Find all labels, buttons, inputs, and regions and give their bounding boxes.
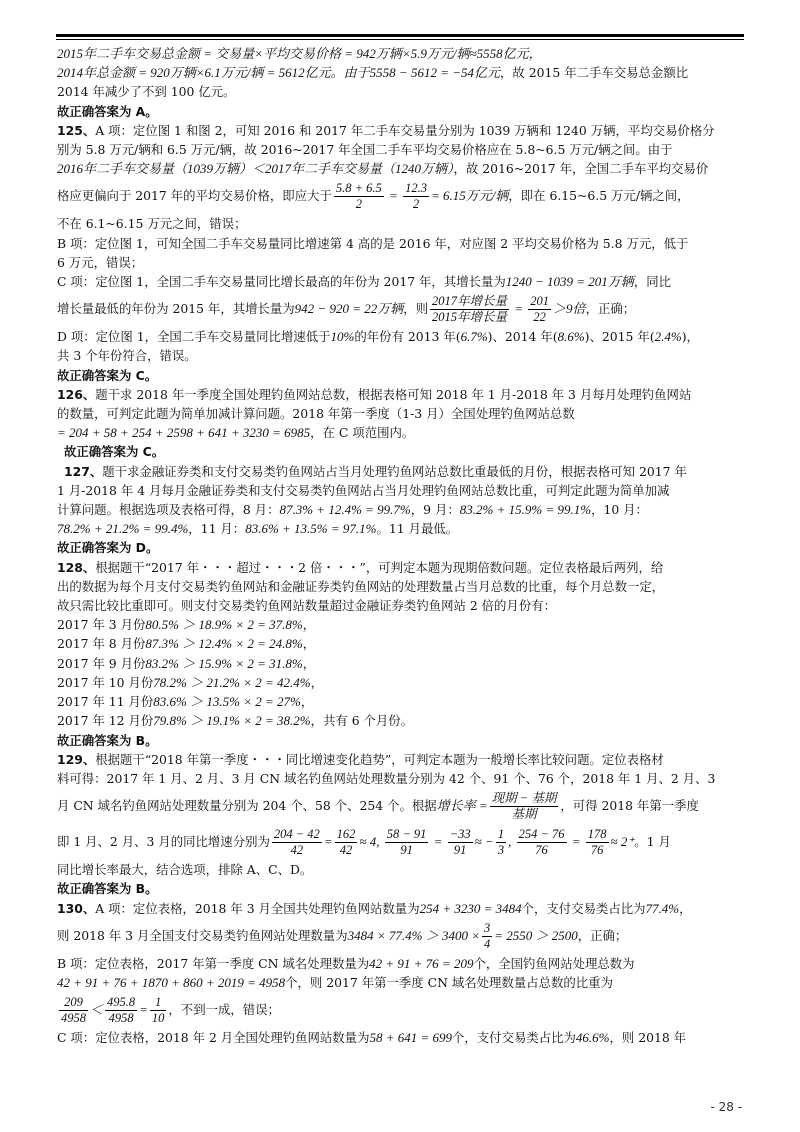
fraction: $\frac{178}{76}$ (587, 827, 607, 858)
answer-128: 故正确答案为 B。 (57, 732, 158, 748)
answer-124: 故正确答案为 A。 (57, 103, 158, 119)
fraction: $\frac{1}{3}$ (497, 827, 505, 858)
header-rule-thick (56, 34, 744, 37)
text-line: 增长量最低的年份为 2015 年，其增长量为942 − 920 = 22万辆，则 $\frac{\text{2017年增长量}}{\text{2015年增长量}}$ = $\frac{201}{22}$ ＞9倍，正确； (57, 294, 636, 325)
q128-row: 2017 年 11 月份83.6% ＞ 13.5% × 2 = 27%， (57, 694, 314, 710)
fraction: $\frac{254 - 76}{76}$ (518, 827, 565, 858)
text-line: 料可得：2017 年 1 月、2 月、3 月 CN 域名钓鱼网站处理数量分别为 42 个、91 个、76 个，2018 年 1 月、2 月、3 (57, 770, 716, 786)
fraction: $\frac{209}{4958}$ (61, 995, 86, 1026)
text-line: D 项：定位图 1，全国二手车交易量同比增速低于10%的年份有 2013 年(6.7%)、2014 年(8.6%)、2015 年(2.4%)， (57, 329, 699, 345)
text-line: 42 + 91 + 76 + 1870 + 860 + 2019 = 4958个，则 2017 年第一季度 CN 域名处理数量占总数的比重为 (57, 974, 613, 990)
text-line: 出的数据为每个月支付交易类钓鱼网站和金融证券类钓鱼网站的处理数量占当月总数的比重，每个月总数一定， (57, 578, 665, 594)
q128-row: 2017 年 10 月份78.2% ＞ 21.2% × 2 = 42.4%， (57, 674, 323, 690)
fraction: $\frac{12.3}{2}$ (405, 181, 427, 212)
text-line: 不在 6.1~6.15 万元之间，错误； (57, 216, 247, 232)
text-line: 格应更偏向于 2017 年的平均交易价格，即应大于 $\frac{5.8 + 6.5}{2}$ = $\frac{12.3}{2}$ = 6.15万元/辆，即在 6.15~6.5 万元/辆之间， (57, 181, 690, 212)
text-line: 计算问题。根据选项及表格可得，8 月：87.3% + 12.4% = 99.7%，9 月：83.2% + 15.9% = 99.1%，10 月： (57, 502, 648, 518)
text-line: 共 3 个年份符合，错误。 (57, 348, 197, 364)
text-line: 同比增长率最大，结合选项，排除 A、C、D。 (57, 862, 313, 878)
text-line: 即 1 月、2 月、3 月的同比增速分别为 $\frac{204 - 42}{42}$ = $\frac{162}{42}$ ≈ 4, $\frac{58 - 91}{91}$ = $\frac{-33}{91}$ ≈ − $\frac{1}{3}$ , $\frac{254 - 76}{76}$ = $\frac{178}{76}$ ≈ 2⁺。1 月 (57, 827, 671, 858)
text-line: C 项：定位表格，2018 年 2 月全国处理钓鱼网站数量为58 + 641 = 699个，支付交易类占比为46.6%，则 2018 年 (57, 1030, 687, 1046)
fraction: $\frac{495.8}{4958}$ (107, 995, 136, 1026)
answer-126: 故正确答案为 C。 (64, 444, 165, 460)
question-125: 125、A 项：定位图 1 和图 2，可知 2016 和 2017 年二手车交易量分别为 1039 万辆和 1240 万辆，平均交易价格分 (57, 122, 715, 138)
text-line: 1 月-2018 年 4 月每月金融证券类和支付交易类钓鱼网站占当月处理钓鱼网站总数比重，可判定此题为简单加减 (57, 482, 670, 498)
question-128: 128、根据题干“2017 年・・・超过・・・2 倍・・・”，可判定本题为现期倍数问题。定位表格最后两列，给 (57, 559, 664, 575)
text-line: 2016年二手车交易量（1039万辆）＜2017年二手车交易量（1240万辆），故 2016~2017 年，全国二手车平均交易价 (57, 161, 709, 177)
fraction: $\frac{1}{10}$ (151, 995, 165, 1026)
text-line: 2014年总金额 = 920万辆×6.1万元/辆 = 5612亿元。由于5558 − 5612 = −54亿元，故 2015 年二手车交易总金额比 (57, 65, 689, 81)
question-127: 127、题干求金融证券类和支付交易类钓鱼网站占当月处理钓鱼网站总数比重最低的月份，根据表格可知 2017 年 (64, 463, 687, 479)
q128-row: 2017 年 9 月份83.2% ＞ 15.9% × 2 = 31.8%， (57, 655, 316, 671)
question-129: 129、根据题干“2018 年第一季度・・・同比增速变化趋势”，可判定本题为一般增长率比较问题。定位表格材 (57, 751, 664, 767)
text-line: 故只需比较比重即可。则支付交易类钓鱼网站数量超过金融证券类钓鱼网站 2 倍的月份有： (57, 598, 556, 614)
text-line: $\frac{209}{4958}$ ＜ $\frac{495.8}{4958}$ = $\frac{1}{10}$ ，不到一成，错误； (61, 995, 280, 1026)
page-number: - 28 - (710, 1100, 742, 1114)
text-line: 6 万元，错误； (57, 254, 144, 270)
fraction: $\frac{3}{4}$ (483, 920, 491, 951)
text-line: B 项：定位表格，2017 年第一季度 CN 域名处理数量为42 + 91 + 76 = 209个，全国钓鱼网站处理总数为 (57, 955, 635, 971)
text-line: 2014 年减少了不到 100 亿元。 (57, 84, 236, 100)
text-line: 的数量，可判定此题为简单加减计算问题。2018 年第一季度（1-3 月）全国处理钓鱼网站总数 (57, 406, 575, 422)
answer-129: 故正确答案为 B。 (57, 881, 158, 897)
text-line: 78.2% + 21.2% = 99.4%，11 月：83.6% + 13.5% = 97.1%。11 月最低。 (57, 521, 459, 537)
fraction: $\frac{162}{42}$ (336, 827, 356, 858)
text-line: 2015年二手车交易总金额 = 交易量×平均交易价格 = 942万辆×5.9万元/辆≈5558亿元， (57, 46, 542, 61)
fraction: $\frac{\text{2017年增长量}}{\text{2015年增长量}}$ (432, 294, 508, 325)
text-line: C 项：定位图 1，全国二手车交易量同比增长最高的年份为 2017 年，其增长量为1240 − 1039 = 201万辆，同比 (57, 274, 671, 290)
q128-row: 2017 年 12 月份79.8% ＞ 19.1% × 2 = 38.2%，共有 6 个月份。 (57, 713, 414, 729)
fraction: $\frac{-33}{91}$ (449, 827, 471, 858)
q128-row: 2017 年 8 月份87.3% ＞ 12.4% × 2 = 24.8%， (57, 636, 316, 652)
answer-125: 故正确答案为 C。 (57, 367, 158, 383)
fraction: $\frac{5.8 + 6.5}{2}$ (335, 181, 382, 212)
fraction: $\frac{201}{22}$ (530, 294, 550, 325)
q128-row: 2017 年 3 月份80.5% ＞ 18.9% × 2 = 37.8%， (57, 617, 316, 633)
answer-127: 故正确答案为 D。 (57, 540, 159, 556)
text-line: 别为 5.8 万元/辆和 6.5 万元/辆，故 2016~2017 年全国二手车平均交易价格应在 5.8~6.5 万元/辆之间。由于 (57, 142, 673, 158)
question-130: 130、A 项：定位表格，2018 年 3 月全国共处理钓鱼网站数量为254 + 3230 = 3484个，支付交易类占比为77.4%， (57, 900, 692, 916)
question-126: 126、题干求 2018 年一季度全国处理钓鱼网站总数，根据表格可知 2018 年 1 月-2018 年 3 月每月处理钓鱼网站 (57, 386, 692, 402)
text-line: 则 2018 年 3 月全国支付交易类钓鱼网站处理数量为3484 × 77.4% ＞ 3400 × $\frac{3}{4}$ = 2550 ＞ 2500，正确； (57, 920, 628, 951)
text-line: B 项：定位图 1，可知全国二手车交易量同比增速第 4 高的是 2016 年，对应图 2 平均交易价格为 5.8 万元，低于 (57, 235, 689, 251)
header-rule-thin (56, 39, 744, 40)
fraction: $\frac{58 - 91}{91}$ (386, 827, 427, 858)
fraction: $\frac{204 - 42}{42}$ (273, 827, 320, 858)
page-body (57, 44, 747, 1047)
fraction: $\frac{\text{现期 − 基期}}{\text{基期}}$ (491, 791, 557, 822)
text-line: = 204 + 58 + 254 + 2598 + 641 + 3230 = 6985，在 C 项范围内。 (57, 425, 415, 441)
text-line: 月 CN 域名钓鱼网站处理数量分别为 204 个、58 个、254 个。根据增长率 = $\frac{\text{现期 − 基期}}{\text{基期}}$ ，可得 2018 年第一季度 (57, 791, 699, 822)
